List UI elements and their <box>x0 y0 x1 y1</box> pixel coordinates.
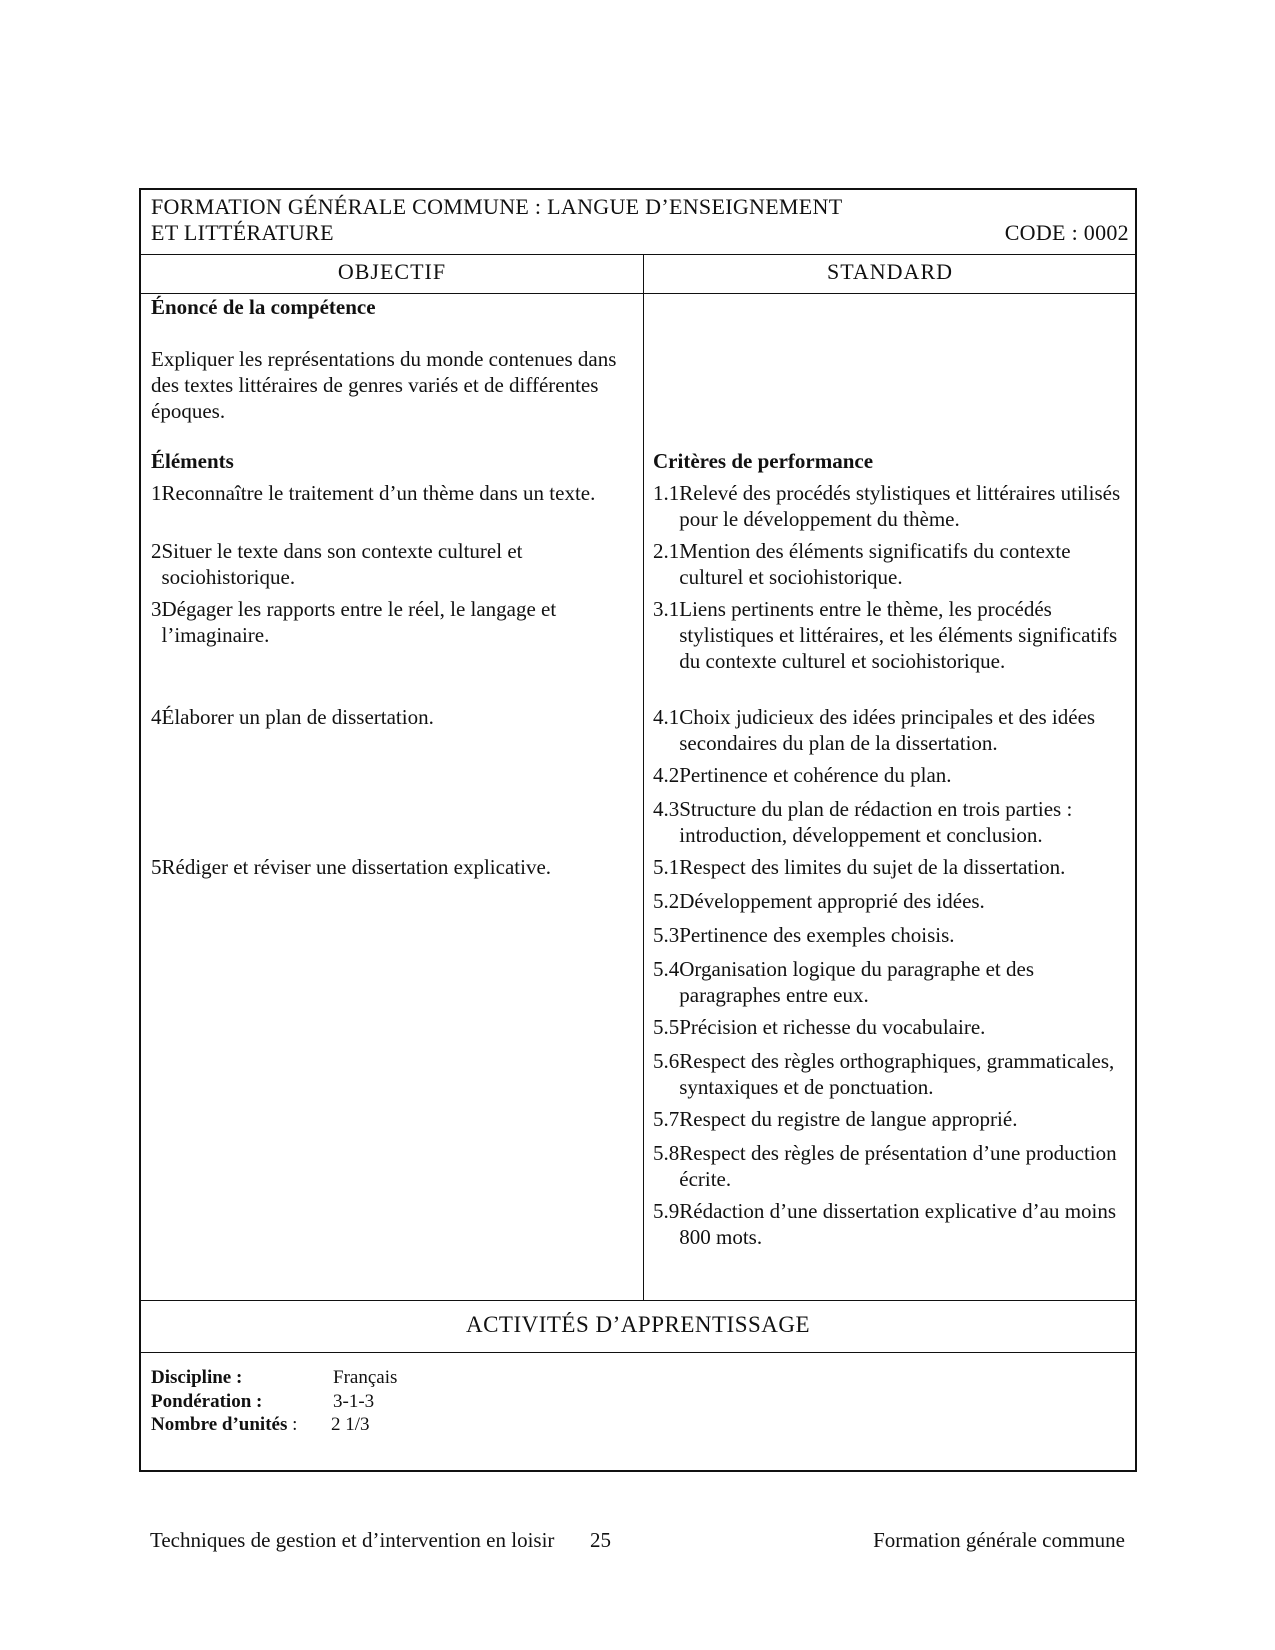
column-header-standard: STANDARD <box>826 259 954 284</box>
column-header-objectif: OBJECTIF <box>337 259 447 284</box>
criterion-text: Respect des règles orthographiques, grammaticales, syntaxiques et de ponctuation. <box>679 1049 1115 1099</box>
criteria-heading: Critères de performance <box>653 449 874 473</box>
element-text: Situer le texte dans son contexte culturel et sociohistorique. <box>161 539 523 589</box>
competence-heading: Énoncé de la compétence <box>151 295 376 319</box>
criterion-text: Rédaction d’une dissertation explicative d’au moins 800 mots. <box>679 1199 1117 1249</box>
element-item <box>151 704 631 730</box>
discipline-label: Discipline : <box>151 1367 243 1388</box>
criterion-text: Mention des éléments significatifs du contexte culturel et sociohistorique. <box>679 539 1071 589</box>
criterion-item <box>653 762 1131 788</box>
element-number: 1 <box>151 481 162 505</box>
element-number: 5 <box>151 855 162 879</box>
criterion-item <box>653 922 1131 948</box>
criterion-item <box>653 956 1131 1008</box>
competency-sheet <box>139 188 1137 1472</box>
ponderation-label: Pondération : <box>151 1391 263 1412</box>
criterion-text: Pertinence des exemples choisis. <box>679 923 955 947</box>
criterion-text: Choix judicieux des idées principales et des idées secondaires du plan de la dissertation. <box>679 705 1096 755</box>
element-number: 2 <box>151 539 162 563</box>
criterion-number: 5.3 <box>653 923 680 947</box>
element-item <box>151 480 631 506</box>
criterion-item <box>653 1140 1131 1192</box>
competence-text: Expliquer les représentations du monde contenues dans des textes littéraires de genres variés et de différentes époques. <box>151 347 617 423</box>
criterion-item <box>653 1106 1131 1132</box>
ponderation-row <box>151 1390 551 1414</box>
criterion-item <box>653 1198 1131 1250</box>
element-text: Rédiger et réviser une dissertation explicative. <box>161 855 552 879</box>
criterion-number: 3.1 <box>653 597 680 621</box>
course-code: CODE : 0002 <box>1004 220 1129 245</box>
criterion-item <box>653 888 1131 914</box>
criterion-text: Pertinence et cohérence du plan. <box>679 763 952 787</box>
criterion-text: Structure du plan de rédaction en trois parties : introduction, développement et conclusion. <box>679 797 1073 847</box>
elements-heading: Éléments <box>151 449 234 473</box>
criterion-item <box>653 1014 1131 1040</box>
criterion-number: 5.9 <box>653 1199 680 1223</box>
criterion-text: Respect des règles de présentation d’une production écrite. <box>679 1141 1117 1191</box>
criterion-number: 5.8 <box>653 1141 680 1165</box>
activities-heading: ACTIVITÉS D’APPRENTISSAGE <box>465 1312 811 1337</box>
criterion-item <box>653 854 1131 880</box>
units-label: Nombre d’unités <box>151 1414 288 1435</box>
criterion-number: 5.6 <box>653 1049 680 1073</box>
element-text: Dégager les rapports entre le réel, le langage et l’imaginaire. <box>161 597 557 647</box>
units-colon: : <box>287 1414 298 1435</box>
criterion-number: 1.1 <box>653 481 680 505</box>
criterion-item <box>653 480 1131 532</box>
activities-top-divider <box>141 1300 1135 1301</box>
column-divider <box>643 255 644 1300</box>
criterion-number: 4.1 <box>653 705 680 729</box>
units-value: 2 1/3 <box>331 1414 370 1435</box>
criterion-item <box>653 596 1131 674</box>
criterion-number: 5.7 <box>653 1107 680 1131</box>
discipline-value: Français <box>333 1367 398 1388</box>
criterion-number: 5.4 <box>653 957 680 981</box>
element-item <box>151 596 631 648</box>
criterion-text: Organisation logique du paragraphe et des paragraphes entre eux. <box>679 957 1035 1007</box>
page-number: 25 <box>590 1528 611 1552</box>
criterion-text: Précision et richesse du vocabulaire. <box>679 1015 986 1039</box>
criterion-text: Relevé des procédés stylistiques et littéraires utilisés pour le développement du thème. <box>679 481 1121 531</box>
criterion-text: Développement approprié des idées. <box>679 889 985 913</box>
criterion-text: Respect des limites du sujet de la dissertation. <box>679 855 1066 879</box>
criterion-number: 5.5 <box>653 1015 680 1039</box>
criterion-number: 5.1 <box>653 855 680 879</box>
criterion-text: Liens pertinents entre le thème, les procédés stylistiques et littéraires, et les éléments significatifs du contexte culturel et sociohistorique. <box>679 597 1118 673</box>
ponderation-value: 3-1-3 <box>333 1391 375 1412</box>
footer-program-title: Techniques de gestion et d’intervention en loisir <box>150 1528 555 1552</box>
footer-section-title: Formation générale commune <box>873 1528 1125 1552</box>
criterion-text: Respect du registre de langue approprié. <box>679 1107 1018 1131</box>
criterion-item <box>653 796 1131 848</box>
criterion-item <box>653 538 1131 590</box>
criterion-number: 2.1 <box>653 539 680 563</box>
criterion-item <box>653 1048 1131 1100</box>
element-number: 4 <box>151 705 162 729</box>
activities-bottom-divider <box>141 1352 1135 1353</box>
criterion-number: 4.2 <box>653 763 680 787</box>
header-title-line1: FORMATION GÉNÉRALE COMMUNE : LANGUE D’ENSEIGNEMENT <box>151 194 843 219</box>
header-title-line2: ET LITTÉRATURE <box>151 220 334 245</box>
sheet-header <box>151 194 1129 246</box>
criterion-number: 5.2 <box>653 889 680 913</box>
units-row <box>151 1413 551 1437</box>
discipline-row <box>151 1366 551 1390</box>
element-item <box>151 538 631 590</box>
element-number: 3 <box>151 597 162 621</box>
criterion-item <box>653 704 1131 756</box>
element-text: Reconnaître le traitement d’un thème dans un texte. <box>161 481 596 505</box>
element-item <box>151 854 631 880</box>
element-text: Élaborer un plan de dissertation. <box>161 705 434 729</box>
header-divider <box>141 254 1135 255</box>
criterion-number: 4.3 <box>653 797 680 821</box>
